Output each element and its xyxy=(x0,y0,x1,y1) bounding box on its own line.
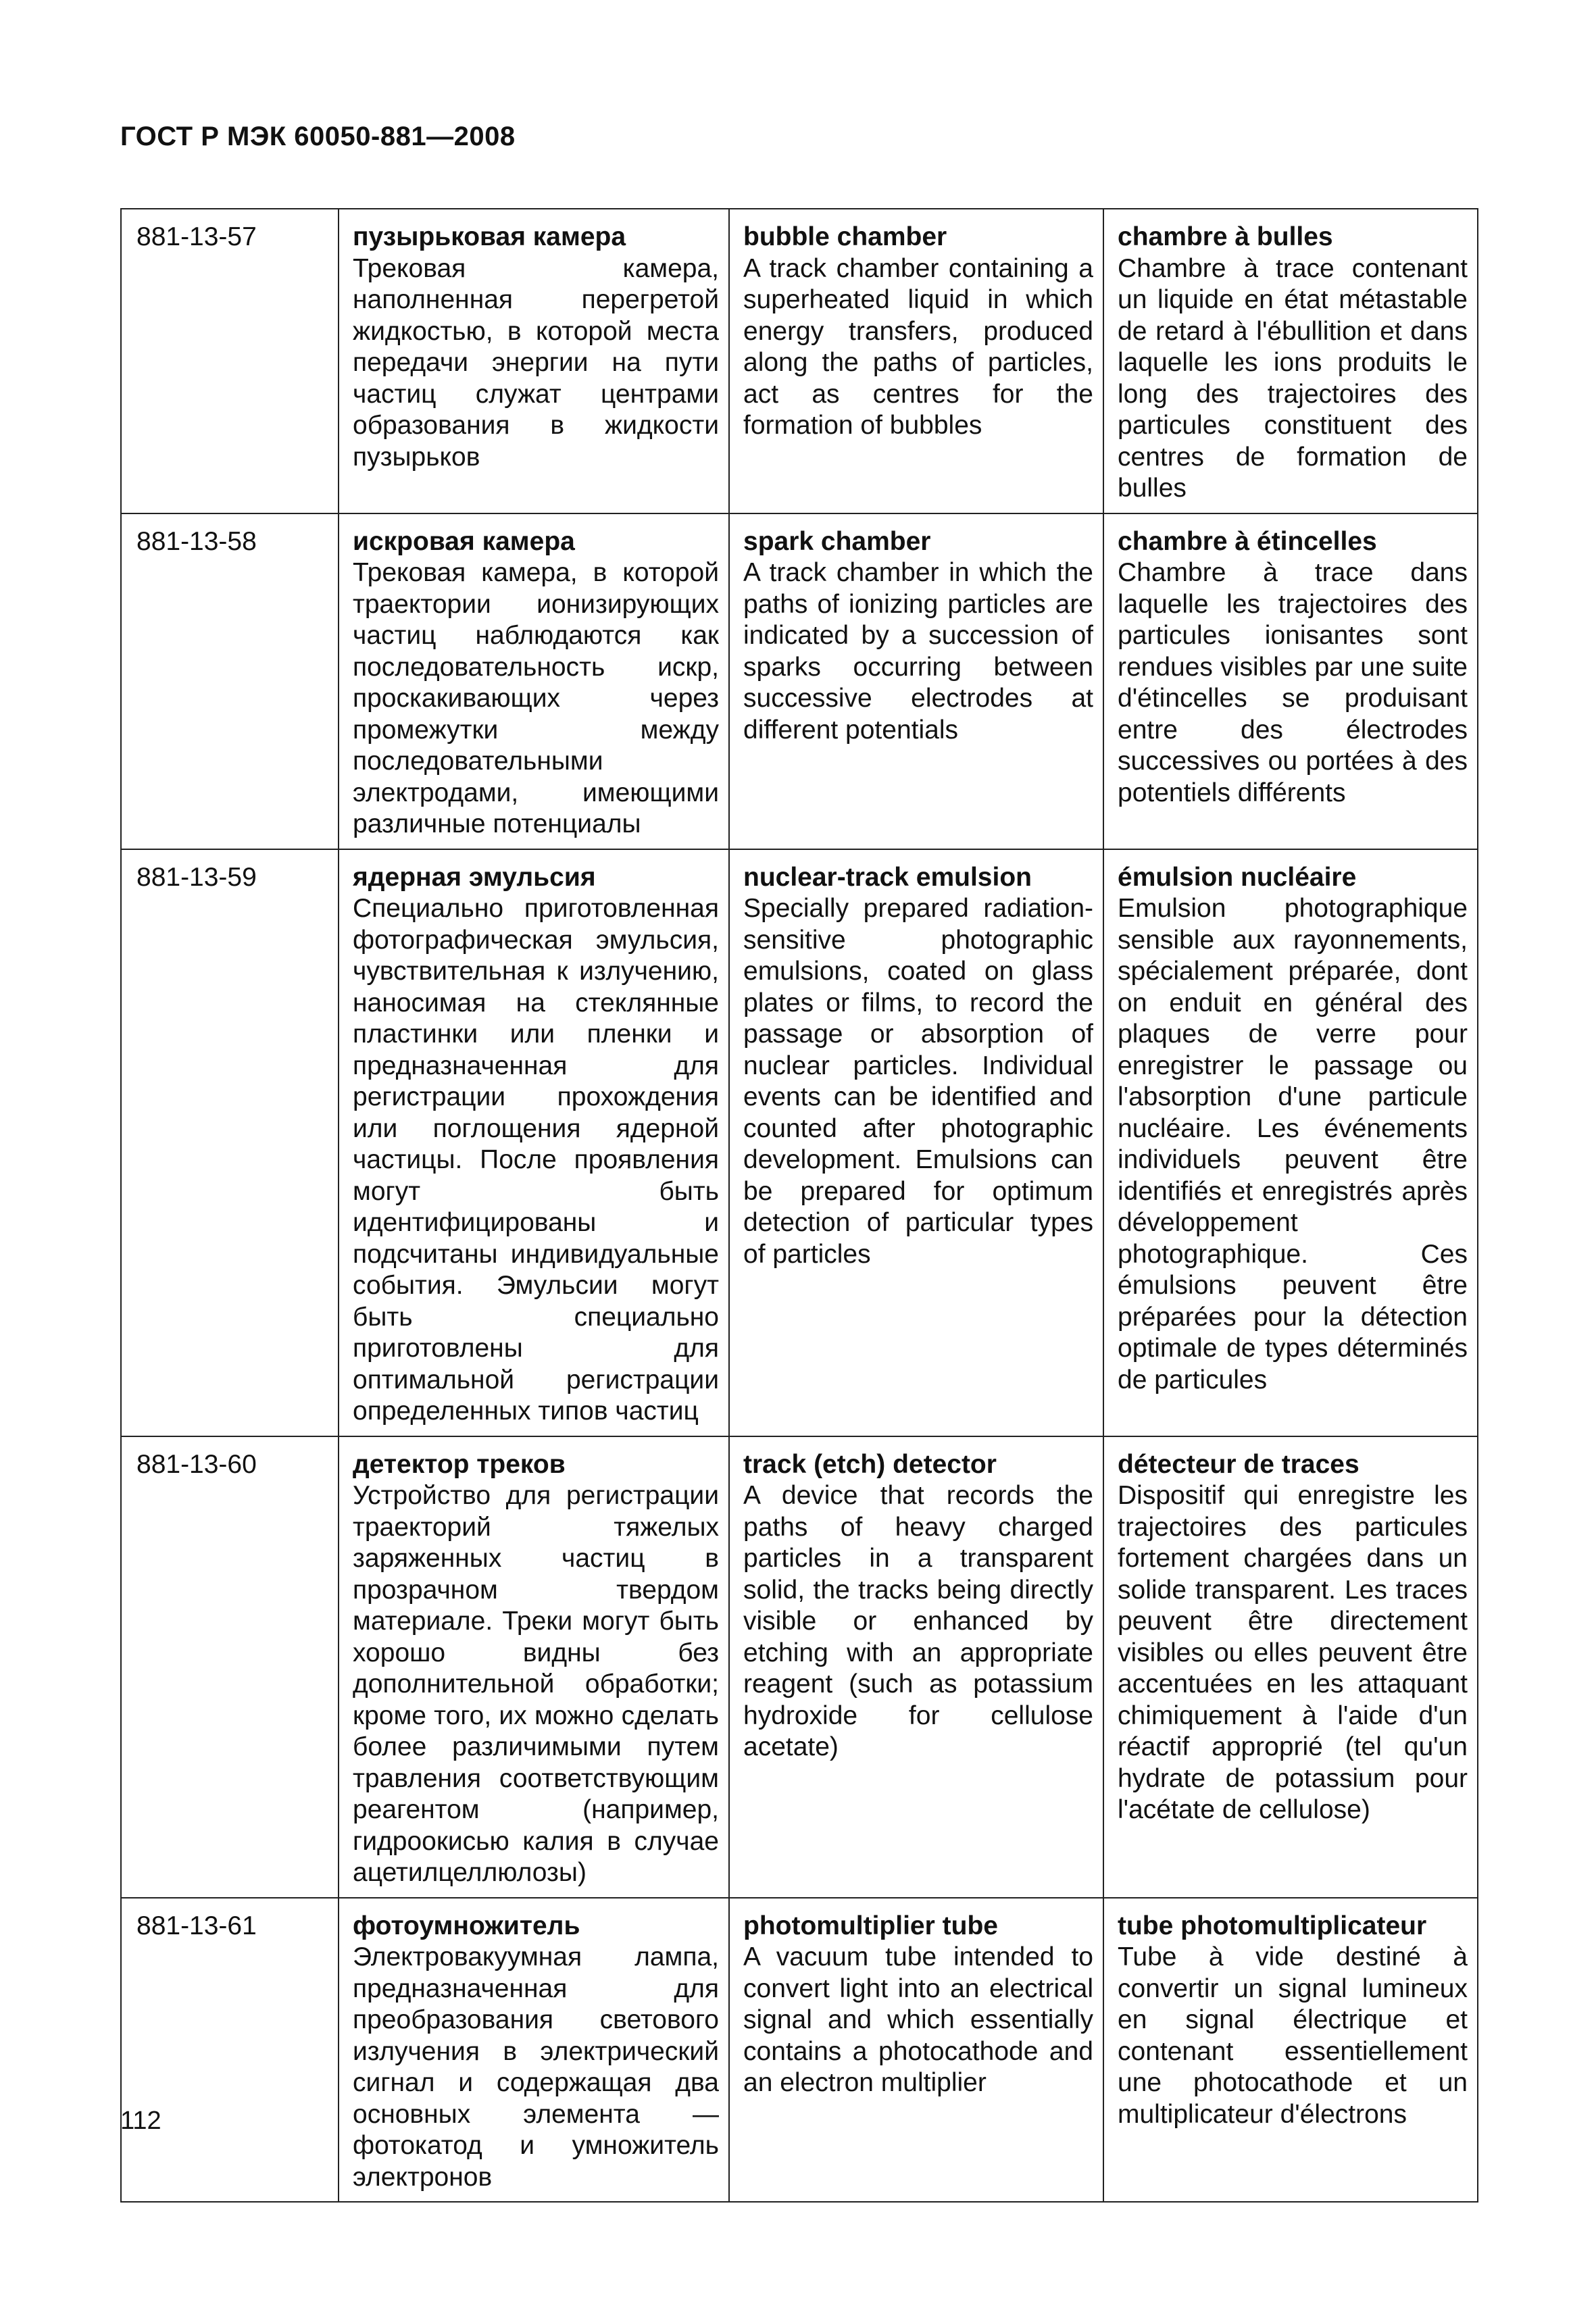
english-term: photomultiplier tube xyxy=(743,1911,998,1940)
russian-term: фотоумножитель xyxy=(353,1911,580,1940)
french-term: détecteur de traces xyxy=(1118,1449,1360,1479)
french-cell xyxy=(1103,1436,1478,1898)
english-term: track (etch) detector xyxy=(743,1449,997,1479)
french-cell xyxy=(1103,849,1478,1436)
english-term: nuclear-track emulsion xyxy=(743,862,1032,892)
table-row xyxy=(121,1436,1478,1898)
russian-definition: Специально приготовленная фотографическая эмульсия, чувствительная к излучению, наносимая на стеклянные пластинки или пленки и предназначенная для регистрации прохождения или поглощения ядерной частицы. После проявления могут быть идентифицированы и подсчитаны индивидуальные события. Эмульсии могут быть специально приготовлены для оптимальной регистрации определенных типов частиц xyxy=(353,894,719,1426)
french-cell xyxy=(1103,513,1478,849)
english-term: bubble chamber xyxy=(743,222,947,251)
english-cell xyxy=(729,513,1103,849)
table-row xyxy=(121,513,1478,849)
russian-cell xyxy=(339,1436,729,1898)
page-number: 112 xyxy=(120,2107,161,2135)
french-definition: Chambre à trace contenant un liquide en état métastable de retard à l'ébullition et dans laquelle les ions produits le long des trajectoires des particules constituent des centres de formation de bulles xyxy=(1118,253,1468,503)
table-row xyxy=(121,209,1478,513)
entry-number: 881-13-57 xyxy=(121,209,339,513)
english-definition: A track chamber in which the paths of ionizing particles are indicated by a succession of sparks occurring between successive electrodes at different potentials xyxy=(743,558,1093,745)
french-term: émulsion nucléaire xyxy=(1118,862,1357,892)
english-definition: A vacuum tube intended to convert light into an electrical signal and which essentially contains a photocathode and an electron multiplier xyxy=(743,1942,1093,2097)
french-definition: Emulsion photographique sensible aux rayonnements, spécialement préparée, dont on enduit en général des plaques de verre pour enregistrer le passage ou l'absorption d'une particule nucléaire. Les événements individuels peuvent être identifiés et enregistrés après développement photographique. Ces émulsions peuvent être préparées pour la détection optimale de types déterminés de particules xyxy=(1118,894,1468,1394)
entry-number: 881-13-61 xyxy=(121,1898,339,2203)
russian-cell xyxy=(339,209,729,513)
russian-cell xyxy=(339,849,729,1436)
french-term: tube photomultiplicateur xyxy=(1118,1911,1427,1940)
french-definition: Chambre à trace dans laquelle les trajectoires des particules ionisantes sont rendues visibles par une suite d'étincelles se produisant entre des électrodes successives ou portées à des potentiels différents xyxy=(1118,558,1468,807)
russian-definition: Устройство для регистрации траекторий тяжелых заряженных частиц в прозрачном твердом материале. Треки могут быть хорошо видны без дополнительной обработки; кроме того, их можно сделать более различимыми путем травления соответствующим реагентом (например, гидроокисью калия в случае ацетилцеллюлозы) xyxy=(353,1481,719,1887)
entry-number: 881-13-58 xyxy=(121,513,339,849)
russian-term: детектор треков xyxy=(353,1449,566,1479)
russian-cell xyxy=(339,1898,729,2203)
english-cell xyxy=(729,1898,1103,2203)
table-row xyxy=(121,1898,1478,2203)
english-cell xyxy=(729,209,1103,513)
english-cell xyxy=(729,849,1103,1436)
french-definition: Dispositif qui enregistre les trajectoires des particules fortement chargées dans un solide transparent. Les traces peuvent être directement visibles ou elles peuvent être accentuées en les attaquant chimiquement à l'aide d'un réactif approprié (tel qu'un hydrate de potassium pour l'acétate de cellulose) xyxy=(1118,1481,1468,1824)
english-definition: A track chamber containing a superheated liquid in which energy transfers, produced along the paths of particles, act as centres for the formation of bubbles xyxy=(743,253,1093,440)
russian-definition: Электровакуумная лампа, предназначенная для преобразования светового излучения в электрический сигнал и содержащая два основных элемента — фотокатод и умножитель электронов xyxy=(353,1942,719,2192)
english-cell xyxy=(729,1436,1103,1898)
table-row xyxy=(121,849,1478,1436)
entry-number: 881-13-60 xyxy=(121,1436,339,1898)
french-cell xyxy=(1103,209,1478,513)
french-term: chambre à bulles xyxy=(1118,222,1333,251)
english-definition: Specially prepared radiation-sensitive photographic emulsions, coated on glass plates or films, to record the passage or absorption of nuclear particles. Individual events can be identified and counted after photographic development. Emulsions can be prepared for optimum detection of particular types of particles xyxy=(743,894,1093,1269)
french-term: chambre à étincelles xyxy=(1118,526,1377,556)
russian-term: искровая камера xyxy=(353,526,575,556)
entry-number: 881-13-59 xyxy=(121,849,339,1436)
russian-cell xyxy=(339,513,729,849)
russian-term: ядерная эмульсия xyxy=(353,862,596,892)
russian-term: пузырьковая камера xyxy=(353,222,626,251)
french-definition: Tube à vide destiné à convertir un signal lumineux en signal électrique et contenant essentiellement une photocathode et un multiplicateur d'électrons xyxy=(1118,1942,1468,2129)
english-definition: A device that records the paths of heavy charged particles in a transparent solid, the tracks being directly visible or enhanced by etching with an appropriate reagent (such as potassium hydroxide for cellulose acetate) xyxy=(743,1481,1093,1761)
russian-definition: Трековая камера, в которой траектории ионизирующих частиц наблюдаются как последовательность искр, проскакивающих через промежутки между последовательными электродами, имеющими различные потенциалы xyxy=(353,558,719,838)
terms-table xyxy=(120,208,1478,2203)
english-term: spark chamber xyxy=(743,526,931,556)
russian-definition: Трековая камера, наполненная перегретой жидкостью, в которой места передачи энергии на пути частиц служат центрами образования в жидкости пузырьков xyxy=(353,253,719,472)
document-header: ГОСТ Р МЭК 60050-881—2008 xyxy=(120,122,516,151)
french-cell xyxy=(1103,1898,1478,2203)
